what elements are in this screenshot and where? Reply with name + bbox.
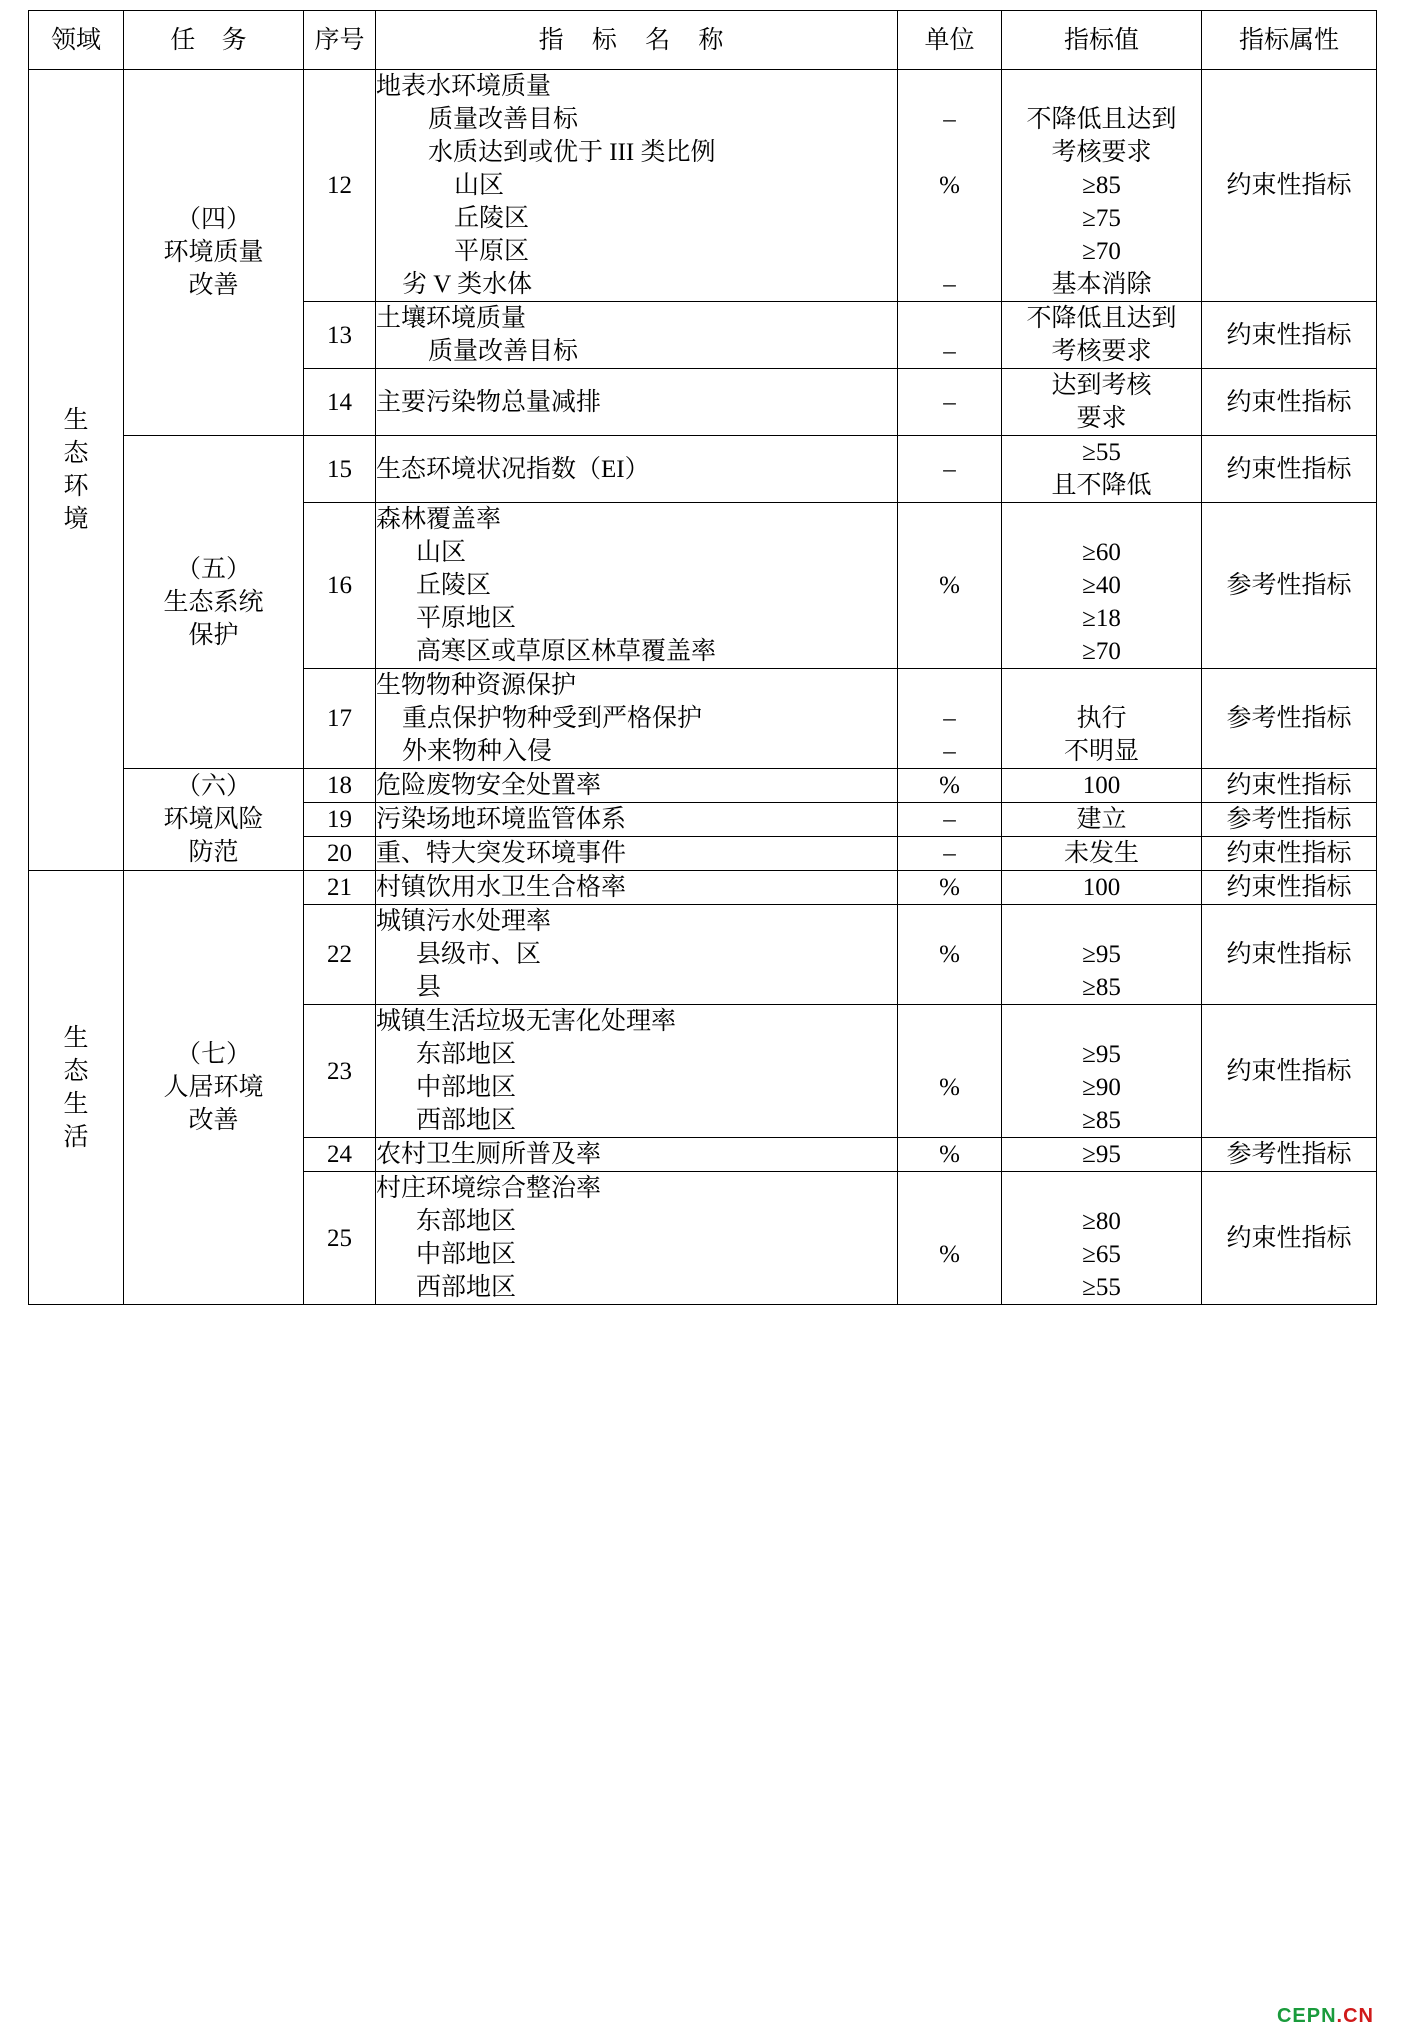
indicator-value: ≥55 且不降低	[1002, 436, 1202, 503]
task-line: （七）	[175, 1041, 251, 1068]
indicator-value: ≥95 ≥90 ≥85	[1002, 1005, 1202, 1138]
indicator-name: 重、特大突发环境事件	[376, 837, 898, 871]
row-number: 12	[304, 70, 376, 302]
header-task: 任 务	[124, 11, 304, 70]
indicator-value: ≥60 ≥40 ≥18 ≥70	[1002, 503, 1202, 669]
task-line: 保护	[188, 621, 239, 649]
row-number: 24	[304, 1138, 376, 1172]
header-no: 序号	[304, 11, 376, 70]
indicator-name: 城镇污水处理率 县级市、区 县	[376, 905, 898, 1005]
indicator-unit: –	[898, 369, 1002, 436]
indicator-value: ≥95 ≥85	[1002, 905, 1202, 1005]
indicator-value: 不降低且达到 考核要求	[1002, 302, 1202, 369]
domain-char: 生	[63, 407, 89, 434]
indicator-attribute: 参考性指标	[1202, 803, 1377, 837]
indicator-unit: %	[898, 1172, 1002, 1305]
domain-cell-eco-life	[29, 871, 124, 1305]
watermark-text-b: .CN	[1336, 2005, 1374, 2027]
task-line: （四）	[175, 206, 251, 233]
indicator-table	[28, 10, 1377, 1305]
indicator-unit: %	[898, 769, 1002, 803]
row-number: 22	[304, 905, 376, 1005]
indicator-name: 污染场地环境监管体系	[376, 803, 898, 837]
table-body	[29, 70, 1377, 1305]
table-row	[29, 871, 1377, 905]
indicator-attribute: 约束性指标	[1202, 837, 1377, 871]
indicator-unit: –	[898, 436, 1002, 503]
domain-char: 生	[63, 1090, 89, 1118]
task-cell-5	[124, 436, 304, 769]
indicator-name: 危险废物安全处置率	[376, 769, 898, 803]
row-number: 19	[304, 803, 376, 837]
indicator-attribute: 约束性指标	[1202, 905, 1377, 1005]
indicator-attribute: 参考性指标	[1202, 503, 1377, 669]
domain-char: 境	[63, 506, 89, 533]
indicator-attribute: 约束性指标	[1202, 369, 1377, 436]
indicator-unit: –	[898, 837, 1002, 871]
domain-char: 态	[63, 1057, 89, 1085]
row-number: 14	[304, 369, 376, 436]
row-number: 21	[304, 871, 376, 905]
indicator-unit: %	[898, 871, 1002, 905]
indicator-attribute: 约束性指标	[1202, 302, 1377, 369]
task-line: 改善	[188, 272, 239, 299]
indicator-value: 不降低且达到 考核要求 ≥85 ≥75 ≥70 基本消除	[1002, 70, 1202, 302]
task-line: （六）	[175, 773, 251, 800]
domain-char: 生	[63, 1024, 89, 1052]
indicator-attribute: 约束性指标	[1202, 436, 1377, 503]
indicator-attribute: 约束性指标	[1202, 769, 1377, 803]
header-unit: 单位	[898, 11, 1002, 70]
row-number: 23	[304, 1005, 376, 1138]
indicator-name: 城镇生活垃圾无害化处理率 东部地区 中部地区 西部地区	[376, 1005, 898, 1138]
domain-cell-eco-environment	[29, 70, 124, 871]
task-line: （五）	[175, 555, 251, 583]
indicator-value: ≥95	[1002, 1138, 1202, 1172]
indicator-unit: %	[898, 905, 1002, 1005]
task-line: 防范	[188, 839, 239, 866]
indicator-attribute: 参考性指标	[1202, 1138, 1377, 1172]
indicator-name: 土壤环境质量 质量改善目标	[376, 302, 898, 369]
task-line: 人居环境	[163, 1074, 264, 1101]
watermark	[1277, 2005, 1374, 2028]
indicator-name: 生物物种资源保护 重点保护物种受到严格保护 外来物种入侵	[376, 669, 898, 769]
header-value: 指标值	[1002, 11, 1202, 70]
task-cell-7	[124, 871, 304, 1305]
table-row	[29, 436, 1377, 503]
task-line: 环境风险	[163, 806, 264, 833]
indicator-unit: – % –	[898, 70, 1002, 302]
indicator-name: 生态环境状况指数（EI）	[376, 436, 898, 503]
indicator-unit: –	[898, 803, 1002, 837]
indicator-attribute: 约束性指标	[1202, 1005, 1377, 1138]
row-number: 25	[304, 1172, 376, 1305]
indicator-value: 100	[1002, 769, 1202, 803]
row-number: 13	[304, 302, 376, 369]
indicator-name: 地表水环境质量 质量改善目标 水质达到或优于 III 类比例 山区 丘陵区 平原区 劣 V 类水体	[376, 70, 898, 302]
task-cell-6	[124, 769, 304, 871]
task-line: 环境质量	[163, 239, 264, 266]
table-row	[29, 70, 1377, 302]
header-attribute: 指标属性	[1202, 11, 1377, 70]
table-row	[29, 769, 1377, 803]
row-number: 16	[304, 503, 376, 669]
task-line: 改善	[188, 1107, 239, 1134]
indicator-value: 未发生	[1002, 837, 1202, 871]
indicator-name: 村镇饮用水卫生合格率	[376, 871, 898, 905]
indicator-value: ≥80 ≥65 ≥55	[1002, 1172, 1202, 1305]
header-domain: 领域	[29, 11, 124, 70]
row-number: 17	[304, 669, 376, 769]
task-cell-4	[124, 70, 304, 436]
indicator-attribute: 参考性指标	[1202, 669, 1377, 769]
indicator-unit: %	[898, 1005, 1002, 1138]
indicator-attribute: 约束性指标	[1202, 1172, 1377, 1305]
row-number: 15	[304, 436, 376, 503]
domain-char: 环	[63, 473, 89, 500]
indicator-unit: %	[898, 1138, 1002, 1172]
table-header-row	[29, 11, 1377, 70]
indicator-attribute: 约束性指标	[1202, 70, 1377, 302]
indicator-name: 村庄环境综合整治率 东部地区 中部地区 西部地区	[376, 1172, 898, 1305]
table-header	[29, 11, 1377, 70]
indicator-value: 达到考核 要求	[1002, 369, 1202, 436]
row-number: 20	[304, 837, 376, 871]
indicator-name: 农村卫生厕所普及率	[376, 1138, 898, 1172]
indicator-name: 森林覆盖率 山区 丘陵区 平原地区 高寒区或草原区林草覆盖率	[376, 503, 898, 669]
domain-char: 态	[63, 440, 89, 467]
task-line: 生态系统	[163, 588, 264, 616]
watermark-text-a: CEPN	[1276, 2005, 1337, 2027]
indicator-value: 执行 不明显	[1002, 669, 1202, 769]
indicator-value: 建立	[1002, 803, 1202, 837]
indicator-attribute: 约束性指标	[1202, 871, 1377, 905]
row-number: 18	[304, 769, 376, 803]
indicator-name: 主要污染物总量减排	[376, 369, 898, 436]
indicator-unit: –	[898, 302, 1002, 369]
domain-char: 活	[63, 1123, 89, 1151]
indicator-value: 100	[1002, 871, 1202, 905]
header-indicator-name: 指 标 名 称	[376, 11, 898, 70]
indicator-unit: %	[898, 503, 1002, 669]
indicator-unit: – –	[898, 669, 1002, 769]
